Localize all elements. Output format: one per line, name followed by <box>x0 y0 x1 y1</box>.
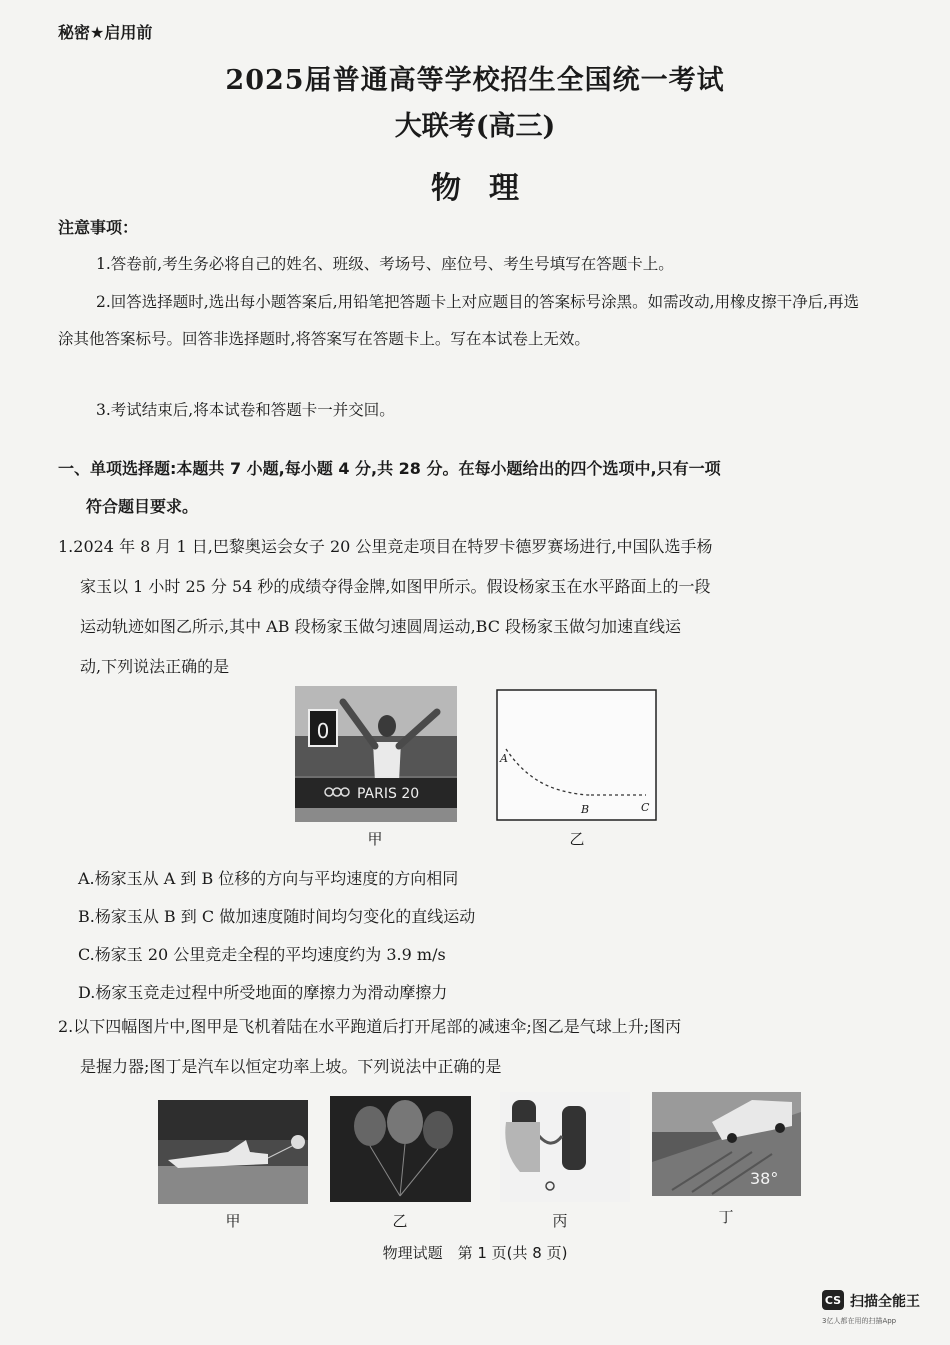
scanner-app-name: 扫描全能王 <box>850 1294 920 1310</box>
photo-timer-digit: 0 <box>316 719 330 743</box>
q2-caption-c: 丙 <box>552 1212 568 1230</box>
photo-banner-text: PARIS 20 <box>357 786 420 802</box>
q2-line2: 是握力器;图丁是汽车以恒定功率上坡。下列说法中正确的是 <box>80 1057 502 1076</box>
q1-fig-b-caption: 乙 <box>569 830 585 848</box>
notice-item-3: 3.考试结束后,将本试卷和答题卡一并交回。 <box>96 401 395 419</box>
q1-option-d: D.杨家玉竞走过程中所受地面的摩擦力为滑动摩擦力 <box>78 983 448 1002</box>
q2-photo-shuttle <box>158 1100 308 1204</box>
q2-photo-car-slope <box>652 1092 801 1196</box>
q1-photo-athlete <box>295 686 457 822</box>
q1-line3: 运动轨迹如图乙所示,其中 AB 段杨家玉做匀速圆周运动,BC 段杨家玉做匀加速直线运 <box>80 617 682 636</box>
q2-photo-balloons <box>330 1096 471 1202</box>
section-heading <box>58 450 878 526</box>
scanner-logo-icon: CS <box>822 1290 844 1310</box>
section-heading-line1: 一、单项选择题:本题共 7 小题,每小题 4 分,共 28 分。在每小题给出的四个选项中,只有一项 <box>58 459 721 478</box>
section-heading-line2: 符合题目要求。 <box>86 497 199 516</box>
page-footer: 物理试题 第 1 页(共 8 页) <box>382 1244 568 1262</box>
q2-caption-b: 乙 <box>392 1212 408 1230</box>
q2-caption-d: 丁 <box>718 1208 734 1226</box>
notice-item-1: 1.答卷前,考生务必将自己的姓名、班级、考场号、座位号、考生号填写在答题卡上。 <box>96 255 674 273</box>
point-c-label: C <box>641 801 650 814</box>
q1-option-a: A.杨家玉从 A 到 B 位移的方向与平均速度的方向相同 <box>78 869 459 888</box>
q1-fig-a-caption: 甲 <box>367 830 383 848</box>
slope-angle-label: 38° <box>750 1169 779 1188</box>
q1-line2: 家玉以 1 小时 25 分 54 秒的成绩夺得金牌,如图甲所示。假设杨家玉在水平路面上的一段 <box>80 577 711 596</box>
question-1-stem <box>58 527 873 687</box>
notice-item-2: 2.回答选择题时,选出每小题答案后,用铅笔把答题卡上对应题目的答案标号涂黑。如需改动,用橡皮擦干净后,再选涂其他答案标号。回答非选择题时,将答案写在答题卡上。写在本试卷上无效。 <box>58 293 860 348</box>
confidential-mark: 秘密★启用前 <box>58 23 153 42</box>
q1-line1: 1.2024 年 8 月 1 日,巴黎奥运会女子 20 公里竞走项目在特罗卡德罗赛场进行,中国队选手杨 <box>58 537 713 556</box>
question-2-stem <box>58 1007 878 1087</box>
q1-option-b: B.杨家玉从 B 到 C 做加速度随时间均匀变化的直线运动 <box>78 907 476 926</box>
q1-option-c: C.杨家玉 20 公里竞走全程的平均速度约为 3.9 m/s <box>78 945 446 964</box>
notice-heading: 注意事项： <box>58 218 139 237</box>
scanner-app-tagline: 3亿人都在用的扫描App <box>822 1317 897 1325</box>
q2-photo-grip <box>500 1092 630 1202</box>
exam-title: 2025届普通高等学校招生全国统一考试 <box>225 65 725 96</box>
q2-line1: 2.以下四幅图片中,图甲是飞机着陆在水平跑道后打开尾部的减速伞;图乙是气球上升;图丙 <box>58 1017 682 1036</box>
exam-subtitle: 大联考(高三) <box>394 111 556 142</box>
q1-trajectory-diagram <box>496 689 657 821</box>
q2-caption-a: 甲 <box>225 1212 241 1230</box>
q1-line4: 动,下列说法正确的是 <box>80 657 230 676</box>
subject-title: 物理 <box>431 171 547 206</box>
point-a-label: A <box>500 752 508 765</box>
point-b-label: B <box>581 803 590 816</box>
